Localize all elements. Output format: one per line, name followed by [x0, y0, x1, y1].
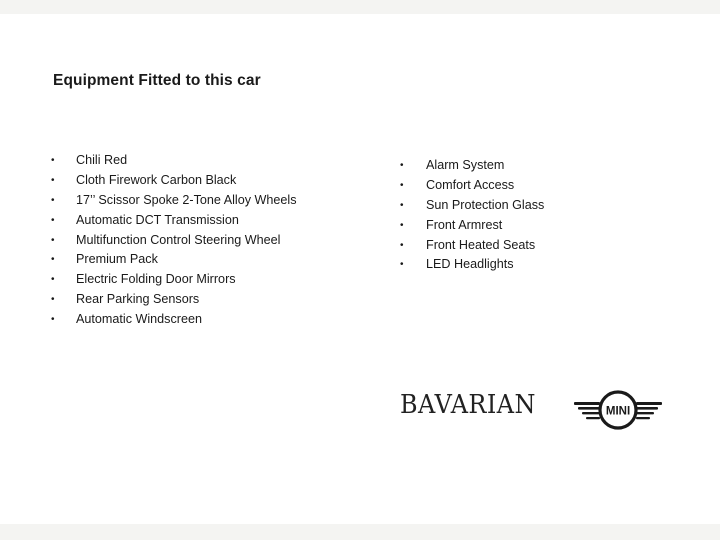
- equipment-list-left: [51, 151, 297, 330]
- equipment-item: [400, 236, 544, 256]
- equipment-item: [51, 290, 297, 310]
- equipment-item: [51, 151, 297, 171]
- bullet-icon: •: [400, 239, 404, 251]
- equipment-item-label: Sun Protection Glass: [426, 197, 545, 212]
- equipment-item-label: Alarm System: [426, 158, 505, 172]
- page-title: Equipment Fitted to this car: [53, 72, 261, 89]
- bullet-icon: •: [400, 219, 404, 231]
- equipment-item: [400, 176, 544, 196]
- equipment-slide: [0, 14, 720, 524]
- equipment-item-label: Premium Pack: [76, 252, 158, 267]
- mini-logo-icon: [572, 388, 664, 432]
- equipment-list-right: [400, 156, 545, 275]
- mini-logo-text: MINI: [605, 405, 631, 418]
- equipment-item-label: Comfort Access: [426, 177, 515, 192]
- bullet-icon: •: [51, 174, 55, 186]
- bullet-icon: •: [400, 179, 404, 191]
- equipment-item: [51, 310, 297, 330]
- equipment-item-label: Front Heated Seats: [426, 237, 536, 252]
- bullet-icon: •: [400, 160, 404, 171]
- bullet-icon: •: [400, 259, 404, 271]
- equipment-item: [51, 211, 297, 231]
- equipment-item: [51, 191, 297, 211]
- equipment-item: [400, 196, 545, 216]
- dealer-branding: [400, 386, 670, 446]
- equipment-item: [51, 270, 297, 290]
- dealer-wordmark: BAVARIAN: [400, 390, 536, 420]
- bullet-icon: •: [51, 254, 55, 266]
- bullet-icon: •: [51, 274, 55, 286]
- equipment-item-label: Front Armrest: [426, 217, 503, 232]
- bullet-icon: •: [51, 314, 55, 326]
- equipment-item: [51, 231, 297, 251]
- equipment-item: [51, 250, 297, 270]
- equipment-item-label: Electric Folding Door Mirrors: [76, 272, 236, 287]
- bullet-icon: •: [400, 199, 404, 211]
- equipment-item-label: Chili Red: [76, 153, 128, 167]
- equipment-item: [400, 216, 544, 236]
- equipment-item-label: Automatic DCT Transmission: [76, 212, 239, 227]
- bullet-icon: •: [51, 294, 55, 306]
- equipment-item: [400, 255, 544, 275]
- bullet-icon: •: [51, 155, 55, 166]
- equipment-item-label: 17’’ Scissor Spoke 2-Tone Alloy Wheels: [76, 192, 297, 207]
- equipment-item-label: Cloth Firework Carbon Black: [76, 172, 237, 187]
- equipment-item-label: Multifunction Control Steering Wheel: [76, 232, 281, 247]
- equipment-item-label: LED Headlights: [426, 257, 514, 272]
- bullet-icon: •: [51, 214, 55, 226]
- equipment-item: [400, 156, 544, 176]
- bullet-icon: •: [51, 234, 55, 246]
- equipment-item: [51, 171, 297, 191]
- bullet-icon: •: [51, 194, 55, 206]
- equipment-item-label: Automatic Windscreen: [76, 312, 202, 327]
- equipment-item-label: Rear Parking Sensors: [76, 292, 200, 307]
